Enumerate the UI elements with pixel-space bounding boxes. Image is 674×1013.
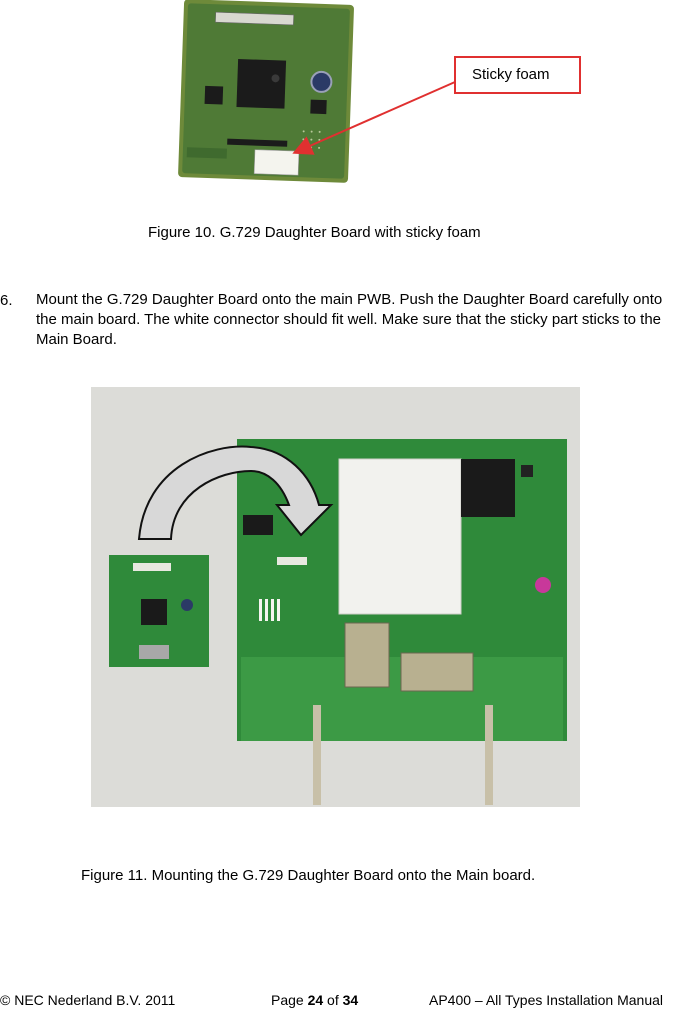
page-current: 24 <box>307 992 324 1008</box>
figure-10-caption: Figure 10. G.729 Daughter Board with sticky foam <box>148 224 481 241</box>
footer-page-number <box>271 992 358 1008</box>
main-board-photo <box>91 387 580 807</box>
daughter-board-photo <box>175 0 357 185</box>
sticky-foam-callout: Sticky foam <box>454 56 581 94</box>
page-total: 34 <box>342 992 359 1008</box>
step-number: 6. <box>0 292 13 309</box>
page-sep: of <box>323 992 343 1008</box>
footer-doc-title: AP400 – All Types Installation Manual <box>429 992 664 1008</box>
figure-11-caption: Figure 11. Mounting the G.729 Daughter Board onto the Main board. <box>81 867 536 884</box>
step-text: Mount the G.729 Daughter Board onto the main PWB. Push the Daughter Board carefully onto the main board. The white connector should fit well. Make sure that the sticky part sticks to the Main Board. <box>36 291 663 348</box>
footer-copyright: © NEC Nederland B.V. 2011 <box>0 992 176 1008</box>
page-prefix: Page <box>271 992 308 1008</box>
